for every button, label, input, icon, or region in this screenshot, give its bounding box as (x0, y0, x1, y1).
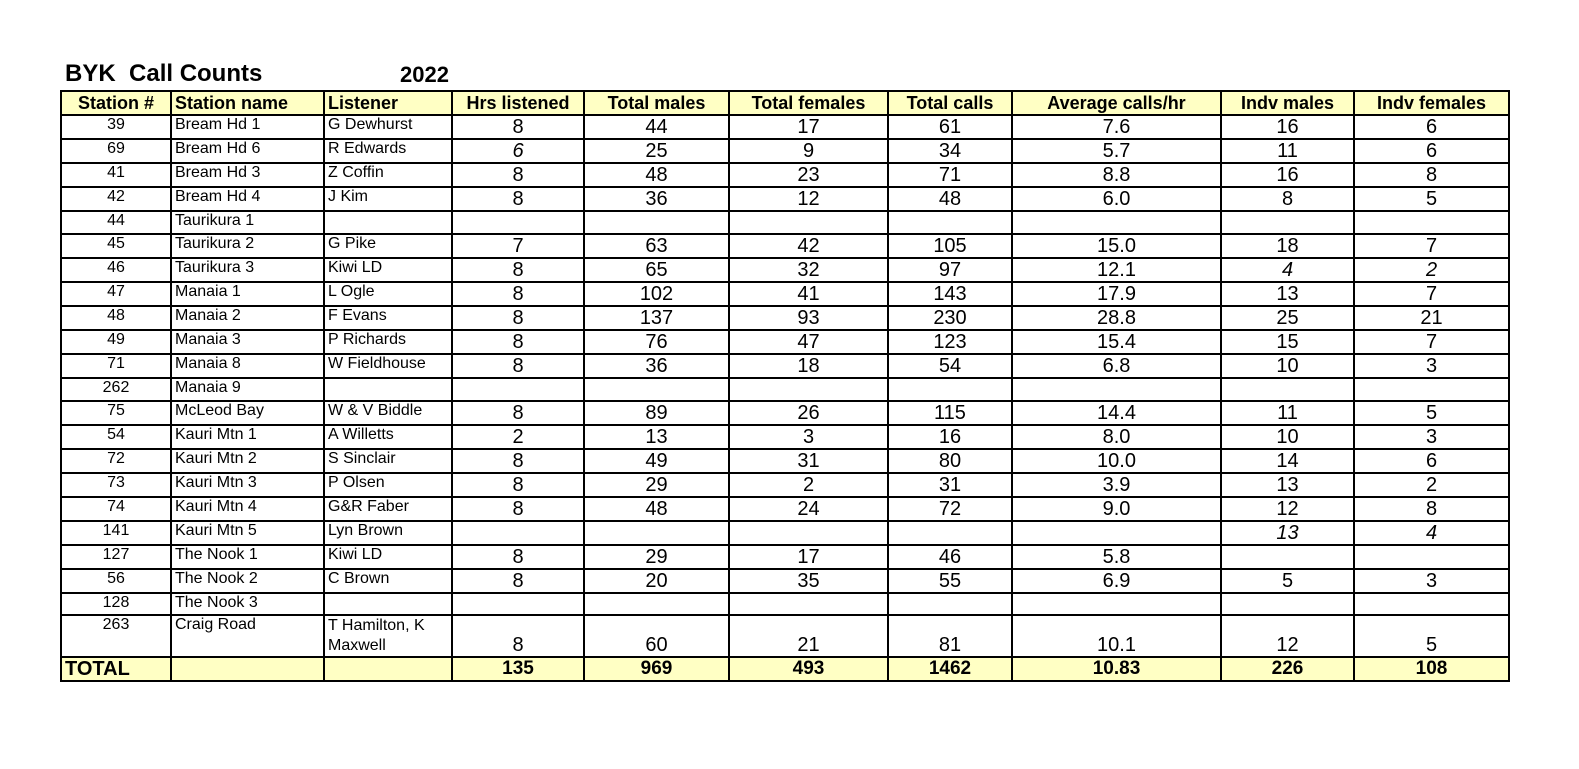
sheet-title: BYK Call Counts (65, 60, 263, 87)
total-males-cell (584, 378, 729, 401)
table-row (61, 425, 1509, 449)
total-females-cell: 3 (729, 425, 888, 449)
station-name-cell: The Nook 3 (171, 593, 324, 616)
column-header-listener: Listener (324, 91, 452, 115)
total-calls-cell: 80 (888, 449, 1012, 473)
station-number-cell: 49 (61, 330, 171, 354)
hrs-listened-cell: 8 (452, 187, 584, 211)
total-females-cell: 9 (729, 139, 888, 163)
table-row (61, 234, 1509, 258)
total-females-cell (729, 521, 888, 545)
hrs-listened-cell (452, 521, 584, 545)
total-males-cell: 48 (584, 497, 729, 521)
indv-females-cell (1354, 545, 1509, 569)
total-females-cell: 17 (729, 115, 888, 139)
indv-males-cell (1221, 593, 1354, 616)
total-calls-cell: 34 (888, 139, 1012, 163)
total-listener-cell (324, 657, 452, 681)
total-males-cell: 36 (584, 187, 729, 211)
average-calls-cell: 6.0 (1012, 187, 1221, 211)
total-females-cell: 47 (729, 330, 888, 354)
station-number-cell: 71 (61, 354, 171, 378)
column-header-total-males: Total males (584, 91, 729, 115)
total-row (61, 657, 1509, 681)
average-calls-cell: 15.4 (1012, 330, 1221, 354)
indv-males-cell: 10 (1221, 354, 1354, 378)
total-males-cell: 48 (584, 163, 729, 187)
total-males-cell: 13 (584, 425, 729, 449)
hrs-listened-cell: 7 (452, 234, 584, 258)
indv-males-cell: 11 (1221, 139, 1354, 163)
hrs-listened-cell: 6 (452, 139, 584, 163)
hrs-listened-cell: 8 (452, 569, 584, 593)
listener-cell: J Kim (324, 187, 452, 211)
indv-males-cell: 15 (1221, 330, 1354, 354)
station-name-cell: Bream Hd 4 (171, 187, 324, 211)
indv-females-cell (1354, 378, 1509, 401)
indv-males-cell: 13 (1221, 521, 1354, 545)
station-number-cell: 128 (61, 593, 171, 616)
listener-cell: S Sinclair (324, 449, 452, 473)
total-name-cell (171, 657, 324, 681)
total-females-cell: 23 (729, 163, 888, 187)
listener-cell: A Willetts (324, 425, 452, 449)
total-calls-cell: 16 (888, 425, 1012, 449)
total-calls-cell: 72 (888, 497, 1012, 521)
indv-females-cell: 5 (1354, 615, 1509, 657)
average-calls-cell: 14.4 (1012, 401, 1221, 425)
total-females-cell: 17 (729, 545, 888, 569)
total-calls-cell: 81 (888, 615, 1012, 657)
table-row (61, 401, 1509, 425)
total-females-cell: 42 (729, 234, 888, 258)
hrs-listened-cell (452, 593, 584, 616)
column-header-station-name: Station name (171, 91, 324, 115)
indv-males-cell: 11 (1221, 401, 1354, 425)
total-males-cell: 102 (584, 282, 729, 306)
total-males-cell (584, 521, 729, 545)
hrs-listened-cell: 8 (452, 306, 584, 330)
total-females-cell (729, 378, 888, 401)
total-calls-cell: 55 (888, 569, 1012, 593)
total-males-cell: 29 (584, 545, 729, 569)
station-number-cell: 73 (61, 473, 171, 497)
hrs-listened-cell: 8 (452, 330, 584, 354)
table-row (61, 187, 1509, 211)
header-row (61, 91, 1509, 115)
station-name-cell: Taurikura 3 (171, 258, 324, 282)
table-row (61, 497, 1509, 521)
column-header-average-calls-hr: Average calls/hr (1012, 91, 1221, 115)
station-number-cell: 69 (61, 139, 171, 163)
total-hrs: 135 (452, 657, 584, 681)
total-males-cell: 25 (584, 139, 729, 163)
table-row (61, 378, 1509, 401)
indv-males-cell: 18 (1221, 234, 1354, 258)
listener-cell: P Olsen (324, 473, 452, 497)
hrs-listened-cell (452, 211, 584, 234)
total-males-cell: 89 (584, 401, 729, 425)
total-males-cell: 44 (584, 115, 729, 139)
station-number-cell: 46 (61, 258, 171, 282)
hrs-listened-cell: 8 (452, 354, 584, 378)
hrs-listened-cell: 8 (452, 401, 584, 425)
average-calls-cell: 7.6 (1012, 115, 1221, 139)
hrs-listened-cell: 8 (452, 497, 584, 521)
column-header-indv-females: Indv females (1354, 91, 1509, 115)
total-indv-males: 226 (1221, 657, 1354, 681)
station-name-cell: Bream Hd 6 (171, 139, 324, 163)
total-females-cell: 31 (729, 449, 888, 473)
station-name-cell: Manaia 8 (171, 354, 324, 378)
average-calls-cell: 12.1 (1012, 258, 1221, 282)
total-calls-cell: 61 (888, 115, 1012, 139)
hrs-listened-cell: 8 (452, 258, 584, 282)
total-calls-cell (888, 593, 1012, 616)
total-calls-cell: 143 (888, 282, 1012, 306)
indv-females-cell: 7 (1354, 234, 1509, 258)
column-header-station-number: Station # (61, 91, 171, 115)
column-header-hrs-listened: Hrs listened (452, 91, 584, 115)
station-number-cell: 48 (61, 306, 171, 330)
hrs-listened-cell: 8 (452, 449, 584, 473)
indv-males-cell (1221, 378, 1354, 401)
indv-males-cell: 25 (1221, 306, 1354, 330)
total-females-cell (729, 211, 888, 234)
average-calls-cell: 8.8 (1012, 163, 1221, 187)
indv-females-cell: 3 (1354, 425, 1509, 449)
total-males-cell: 36 (584, 354, 729, 378)
station-number-cell: 56 (61, 569, 171, 593)
indv-females-cell: 6 (1354, 115, 1509, 139)
listener-cell: P Richards (324, 330, 452, 354)
indv-females-cell (1354, 593, 1509, 616)
total-calls-cell: 71 (888, 163, 1012, 187)
column-header-indv-males: Indv males (1221, 91, 1354, 115)
total-calls: 1462 (888, 657, 1012, 681)
hrs-listened-cell: 2 (452, 425, 584, 449)
average-calls-cell: 8.0 (1012, 425, 1221, 449)
table-row (61, 354, 1509, 378)
station-number-cell: 42 (61, 187, 171, 211)
total-females-cell: 24 (729, 497, 888, 521)
total-indv-females: 108 (1354, 657, 1509, 681)
average-calls-cell: 10.1 (1012, 615, 1221, 657)
title-row (65, 60, 565, 90)
station-name-cell: Taurikura 2 (171, 234, 324, 258)
station-name-cell: Kauri Mtn 3 (171, 473, 324, 497)
station-name-cell: Kauri Mtn 4 (171, 497, 324, 521)
indv-females-cell: 7 (1354, 330, 1509, 354)
total-females-cell: 12 (729, 187, 888, 211)
total-females-cell: 32 (729, 258, 888, 282)
listener-cell: T Hamilton, K Maxwell (324, 615, 452, 657)
indv-males-cell: 13 (1221, 282, 1354, 306)
total-calls-cell: 54 (888, 354, 1012, 378)
total-females-cell: 35 (729, 569, 888, 593)
total-calls-cell: 115 (888, 401, 1012, 425)
average-calls-cell (1012, 378, 1221, 401)
listener-cell: G Dewhurst (324, 115, 452, 139)
column-header-total-calls: Total calls (888, 91, 1012, 115)
average-calls-cell: 5.7 (1012, 139, 1221, 163)
indv-females-cell: 4 (1354, 521, 1509, 545)
total-calls-cell: 48 (888, 187, 1012, 211)
station-name-cell: Manaia 2 (171, 306, 324, 330)
station-name-cell: McLeod Bay (171, 401, 324, 425)
table-row (61, 282, 1509, 306)
indv-males-cell: 12 (1221, 497, 1354, 521)
listener-cell: G&R Faber (324, 497, 452, 521)
station-name-cell: The Nook 2 (171, 569, 324, 593)
station-name-cell: Craig Road (171, 615, 324, 657)
total-females-cell: 2 (729, 473, 888, 497)
station-name-cell: Kauri Mtn 1 (171, 425, 324, 449)
listener-cell (324, 378, 452, 401)
table-row (61, 258, 1509, 282)
average-calls-cell: 10.0 (1012, 449, 1221, 473)
average-calls-cell (1012, 521, 1221, 545)
indv-females-cell: 3 (1354, 354, 1509, 378)
total-calls-cell: 123 (888, 330, 1012, 354)
indv-females-cell: 6 (1354, 449, 1509, 473)
indv-males-cell: 14 (1221, 449, 1354, 473)
hrs-listened-cell: 8 (452, 545, 584, 569)
total-calls-cell: 97 (888, 258, 1012, 282)
station-number-cell: 262 (61, 378, 171, 401)
total-males-cell (584, 593, 729, 616)
table-row (61, 211, 1509, 234)
indv-females-cell: 2 (1354, 258, 1509, 282)
indv-males-cell: 4 (1221, 258, 1354, 282)
table-row (61, 163, 1509, 187)
station-name-cell: The Nook 1 (171, 545, 324, 569)
total-males-cell: 76 (584, 330, 729, 354)
table-row (61, 521, 1509, 545)
total-calls-cell (888, 211, 1012, 234)
total-calls-cell: 31 (888, 473, 1012, 497)
table-row (61, 569, 1509, 593)
table-row (61, 449, 1509, 473)
station-number-cell: 47 (61, 282, 171, 306)
indv-males-cell (1221, 545, 1354, 569)
average-calls-cell: 28.8 (1012, 306, 1221, 330)
listener-cell: Kiwi LD (324, 545, 452, 569)
indv-females-cell: 7 (1354, 282, 1509, 306)
hrs-listened-cell: 8 (452, 282, 584, 306)
station-number-cell: 141 (61, 521, 171, 545)
station-name-cell: Kauri Mtn 5 (171, 521, 324, 545)
total-calls-cell: 105 (888, 234, 1012, 258)
total-males-cell: 137 (584, 306, 729, 330)
indv-females-cell: 8 (1354, 163, 1509, 187)
listener-cell: W & V Biddle (324, 401, 452, 425)
station-name-cell: Kauri Mtn 2 (171, 449, 324, 473)
total-calls-cell (888, 378, 1012, 401)
table-row (61, 615, 1509, 657)
indv-males-cell: 5 (1221, 569, 1354, 593)
total-males-cell: 49 (584, 449, 729, 473)
hrs-listened-cell: 8 (452, 115, 584, 139)
station-number-cell: 75 (61, 401, 171, 425)
indv-females-cell: 2 (1354, 473, 1509, 497)
table-body (61, 115, 1509, 657)
average-calls-cell: 6.8 (1012, 354, 1221, 378)
station-number-cell: 44 (61, 211, 171, 234)
average-calls-cell (1012, 211, 1221, 234)
station-name-cell: Manaia 1 (171, 282, 324, 306)
indv-females-cell: 5 (1354, 187, 1509, 211)
indv-males-cell: 12 (1221, 615, 1354, 657)
table-row (61, 115, 1509, 139)
station-number-cell: 45 (61, 234, 171, 258)
table-row (61, 473, 1509, 497)
hrs-listened-cell (452, 378, 584, 401)
table-row (61, 306, 1509, 330)
total-males-cell: 63 (584, 234, 729, 258)
indv-males-cell: 8 (1221, 187, 1354, 211)
average-calls-cell: 5.8 (1012, 545, 1221, 569)
listener-cell (324, 593, 452, 616)
table-row (61, 330, 1509, 354)
hrs-listened-cell: 8 (452, 615, 584, 657)
total-females-cell (729, 593, 888, 616)
average-calls-cell: 9.0 (1012, 497, 1221, 521)
indv-males-cell: 16 (1221, 115, 1354, 139)
station-number-cell: 127 (61, 545, 171, 569)
listener-cell (324, 211, 452, 234)
indv-females-cell (1354, 211, 1509, 234)
listener-cell: W Fieldhouse (324, 354, 452, 378)
station-number-cell: 54 (61, 425, 171, 449)
listener-cell: Lyn Brown (324, 521, 452, 545)
listener-cell: G Pike (324, 234, 452, 258)
total-males-cell: 65 (584, 258, 729, 282)
station-name-cell: Taurikura 1 (171, 211, 324, 234)
total-label: TOTAL (61, 657, 171, 681)
indv-males-cell: 10 (1221, 425, 1354, 449)
total-females-cell: 93 (729, 306, 888, 330)
indv-females-cell: 21 (1354, 306, 1509, 330)
total-calls-cell: 46 (888, 545, 1012, 569)
total-males: 969 (584, 657, 729, 681)
total-males-cell: 20 (584, 569, 729, 593)
station-number-cell: 72 (61, 449, 171, 473)
table-row (61, 139, 1509, 163)
total-males-cell: 29 (584, 473, 729, 497)
station-number-cell: 39 (61, 115, 171, 139)
listener-cell: L Ogle (324, 282, 452, 306)
station-name-cell: Bream Hd 1 (171, 115, 324, 139)
total-females-cell: 18 (729, 354, 888, 378)
average-calls-cell: 17.9 (1012, 282, 1221, 306)
indv-females-cell: 6 (1354, 139, 1509, 163)
total-males-cell (584, 211, 729, 234)
call-counts-table (60, 90, 1510, 682)
table-row (61, 593, 1509, 616)
total-females: 493 (729, 657, 888, 681)
listener-cell: R Edwards (324, 139, 452, 163)
listener-cell: Z Coffin (324, 163, 452, 187)
indv-females-cell: 8 (1354, 497, 1509, 521)
total-females-cell: 26 (729, 401, 888, 425)
listener-cell: F Evans (324, 306, 452, 330)
station-name-cell: Manaia 9 (171, 378, 324, 401)
total-calls-cell: 230 (888, 306, 1012, 330)
station-name-cell: Bream Hd 3 (171, 163, 324, 187)
hrs-listened-cell: 8 (452, 163, 584, 187)
station-number-cell: 74 (61, 497, 171, 521)
column-header-total-females: Total females (729, 91, 888, 115)
total-females-cell: 41 (729, 282, 888, 306)
total-females-cell: 21 (729, 615, 888, 657)
listener-cell: C Brown (324, 569, 452, 593)
indv-males-cell (1221, 211, 1354, 234)
indv-females-cell: 5 (1354, 401, 1509, 425)
average-calls-cell (1012, 593, 1221, 616)
sheet-year: 2022 (400, 62, 449, 87)
total-calls-cell (888, 521, 1012, 545)
indv-females-cell: 3 (1354, 569, 1509, 593)
average-calls-cell: 6.9 (1012, 569, 1221, 593)
listener-cell: Kiwi LD (324, 258, 452, 282)
station-number-cell: 41 (61, 163, 171, 187)
total-avg: 10.83 (1012, 657, 1221, 681)
average-calls-cell: 15.0 (1012, 234, 1221, 258)
average-calls-cell: 3.9 (1012, 473, 1221, 497)
table-row (61, 545, 1509, 569)
station-name-cell: Manaia 3 (171, 330, 324, 354)
hrs-listened-cell: 8 (452, 473, 584, 497)
indv-males-cell: 13 (1221, 473, 1354, 497)
indv-males-cell: 16 (1221, 163, 1354, 187)
total-males-cell: 60 (584, 615, 729, 657)
station-number-cell: 263 (61, 615, 171, 657)
